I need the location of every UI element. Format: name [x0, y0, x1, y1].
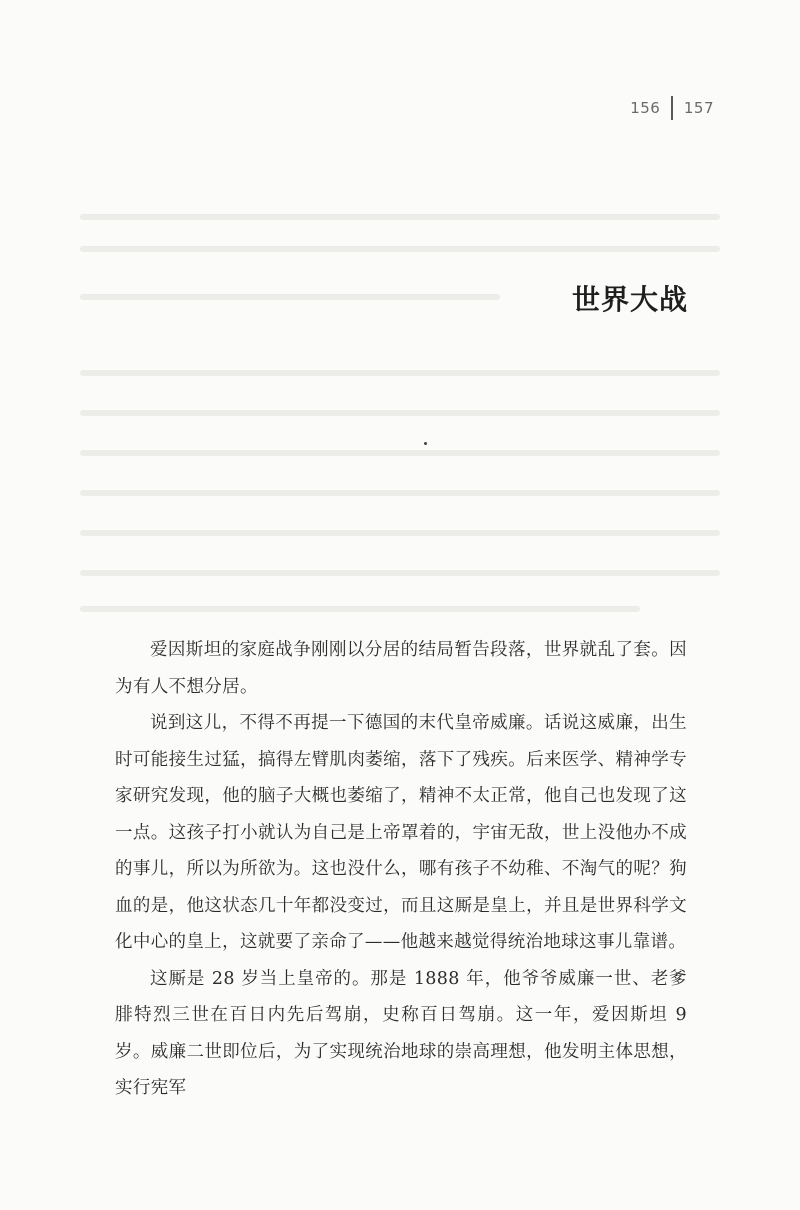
bleed-through-line [80, 490, 720, 496]
bleed-through-line [80, 370, 720, 376]
speck-mark [424, 442, 427, 445]
bleed-through-line [80, 294, 500, 300]
bleed-through-line [80, 570, 720, 576]
body-text [115, 632, 687, 1107]
bleed-through-line [80, 606, 640, 612]
page-number-divider [671, 96, 673, 120]
right-page-number: 157 [683, 99, 714, 117]
chapter-title: 世界大战 [571, 283, 688, 316]
bleed-through-line [80, 530, 720, 536]
left-page-number: 156 [630, 99, 661, 117]
bleed-through-line [80, 246, 720, 252]
bleed-through-line [80, 450, 720, 456]
paragraph: 这厮是 28 岁当上皇帝的。那是 1888 年，他爷爷威廉一世、老爹腓特烈三世在百日内先后驾崩，史称百日驾崩。这一年，爱因斯坦 9 岁。威廉二世即位后，为了实现统治地球的崇高理想，他发明主体思想，实行宪军 [115, 968, 687, 1098]
paragraph: 说到这儿，不得不再提一下德国的末代皇帝威廉。话说这威廉，出生时可能接生过猛，搞得左臂肌肉萎缩，落下了残疾。后来医学、精神学专家研究发现，他的脑子大概也萎缩了，精神不太正常，他自己也发现了这一点。这孩子打小就认为自己是上帝罩着的，宇宙无敌，世上没他办不成的事儿，所以为所欲为。这也没什么，哪有孩子不幼稚、不淘气的呢？狗血的是，他这状态几十年都没变过，而且这厮是皇上，并且是世界科学文化中心的皇上，这就要了亲命了——他越来越觉得统治地球这事儿靠谱。 [115, 713, 687, 952]
page-header [630, 96, 714, 120]
paragraph: 爱因斯坦的家庭战争刚刚以分居的结局暂告段落，世界就乱了套。因为有人不想分居。 [115, 640, 687, 697]
bleed-through-line [80, 410, 720, 416]
bleed-through-line [80, 214, 720, 220]
